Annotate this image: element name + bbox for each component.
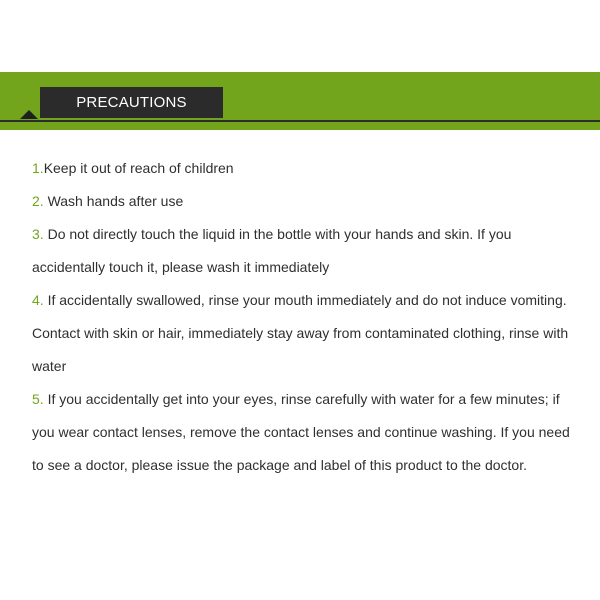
item-number: 4.: [32, 292, 44, 308]
precautions-list: [32, 152, 577, 482]
item-text: Do not directly touch the liquid in the bottle with your hands and skin. If you accidentally touch it, please wash it immediately: [32, 226, 512, 275]
section-title: PRECAUTIONS: [40, 87, 223, 118]
tab-corner-triangle-icon: [20, 110, 38, 119]
header-divider: [0, 120, 600, 122]
list-item: [32, 218, 577, 284]
item-number: 5.: [32, 391, 44, 407]
list-item: [32, 284, 577, 383]
item-number: 1.: [32, 160, 44, 176]
list-item: [32, 185, 577, 218]
list-item: [32, 383, 577, 482]
list-item: [32, 152, 577, 185]
item-number: 2.: [32, 193, 44, 209]
item-text: If you accidentally get into your eyes, rinse carefully with water for a few minutes; if you wear contact lenses, remove the contact lenses and continue washing. If you need to see a doctor, please issue the package and label of this product to the doctor.: [32, 391, 570, 473]
item-text: If accidentally swallowed, rinse your mouth immediately and do not induce vomiting. Contact with skin or hair, immediately stay away from contaminated clothing, rinse with water: [32, 292, 569, 374]
item-text: Keep it out of reach of children: [43, 160, 234, 176]
item-text: Wash hands after use: [43, 193, 184, 209]
item-number: 3.: [32, 226, 44, 242]
